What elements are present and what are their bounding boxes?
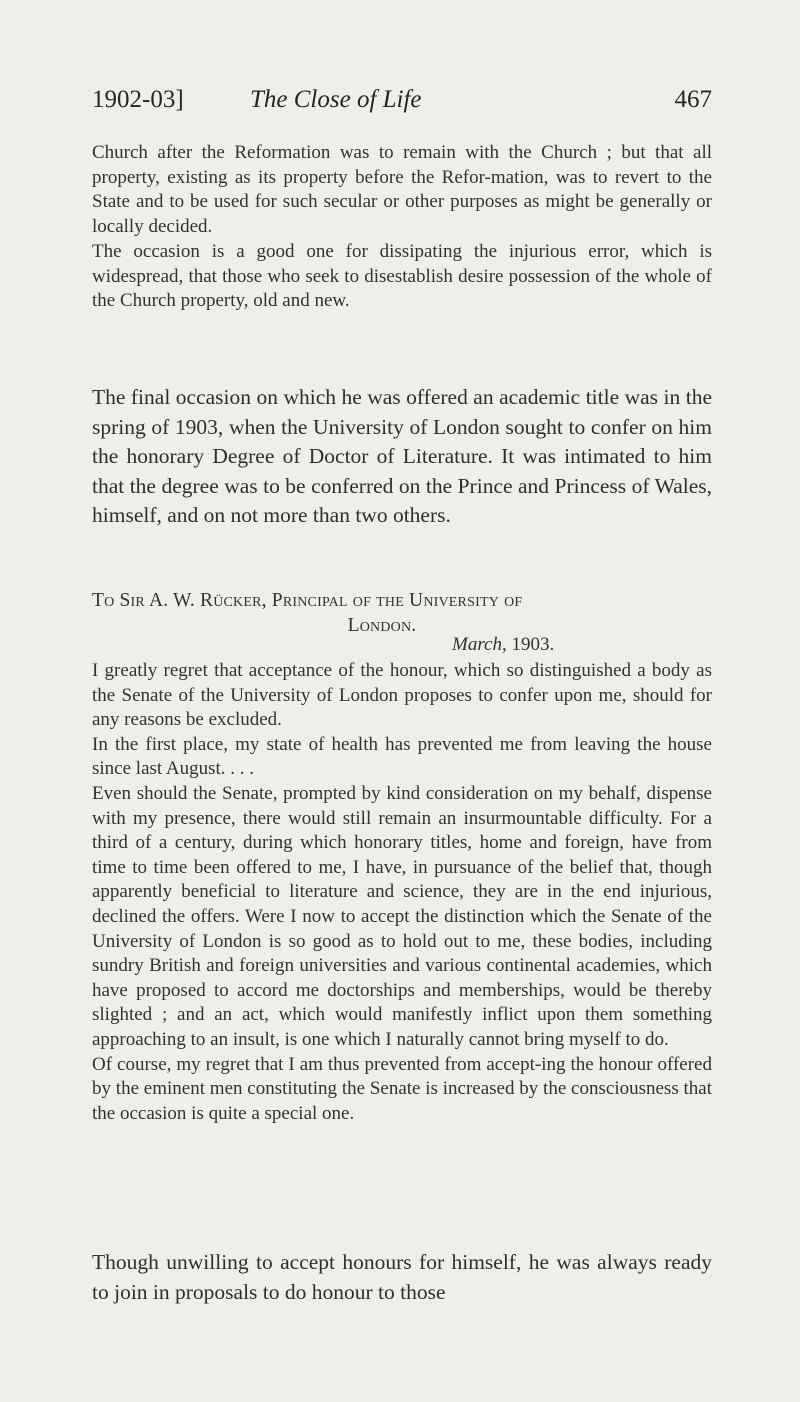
narrative-text: The final occasion on which he was offered an academic title was in the spring of 1903, when the University of London sought to confer on him the honorary Degree of Doctor of Literature. It was intimated to him that the degree was to be conferred on the Prince and Princess of Wales, himself, and on not more than two others. bbox=[92, 385, 712, 528]
header-title: The Close of Life bbox=[250, 86, 422, 113]
addressee-line: London. bbox=[347, 615, 417, 636]
narrative-paragraph bbox=[92, 1248, 712, 1307]
date-year: , 1903. bbox=[501, 634, 555, 655]
narrative-paragraph bbox=[92, 383, 712, 531]
page-number: 467 bbox=[674, 86, 712, 113]
letter-date bbox=[452, 634, 554, 656]
letter-body bbox=[92, 659, 712, 1126]
letter-addressee bbox=[92, 588, 712, 638]
letter-paragraph: In the first place, my state of health has prevented me from leaving the house since last August. . . . bbox=[92, 733, 712, 780]
quoted-letter-continuation bbox=[92, 141, 712, 314]
letter-paragraph: Even should the Senate, prompted by kind consideration on my behalf, dispense with my presence, there would still remain an insurmountable difficulty. For a third of a century, during which honorary titles, home and foreign, have from time to time been offered to me, I have, in pursuance of the belief that, though apparently beneficial to literature and science, they are in the end injurious, declined the offers. Were I now to accept the distinction which the Senate of the University of London is so good as to hold out to me, these bodies, including sundry British and foreign universities and various continental academies, which have proposed to accord me doctorships and memberships, would be thereby slighted ; and an act, which would manifestly inflict upon them something approaching to an insult, is one which I naturally cannot bring myself to do. bbox=[92, 782, 712, 1050]
quote-paragraph: The occasion is a good one for dissipating the injurious error, which is widespread, that those who seek to disestablish desire possession of the whole of the Church property, old and new. bbox=[92, 240, 712, 312]
running-header bbox=[92, 86, 712, 116]
quote-paragraph: Church after the Reformation was to remain with the Church ; but that all property, existing as its property before the Refor-mation, was to revert to the State and to be used for such secular or other purposes as might be generally or locally decided. bbox=[92, 142, 712, 238]
narrative-text: Though unwilling to accept honours for himself, he was always ready to join in proposals to do honour to those bbox=[92, 1250, 712, 1304]
letter-paragraph: I greatly regret that acceptance of the honour, which so distinguished a body as the Senate of the University of London proposes to confer upon me, should for any reasons be excluded. bbox=[92, 660, 712, 731]
header-year-range: 1902-03] bbox=[92, 86, 184, 113]
addressee-line: To Sir A. W. Rücker, Principal of the University of bbox=[92, 590, 523, 611]
letter-paragraph: Of course, my regret that I am thus prevented from accept-ing the honour offered by the eminent men constituting the Senate is increased by the consciousness that the occasion is quite a special one. bbox=[92, 1053, 712, 1124]
date-month: March bbox=[452, 634, 502, 655]
